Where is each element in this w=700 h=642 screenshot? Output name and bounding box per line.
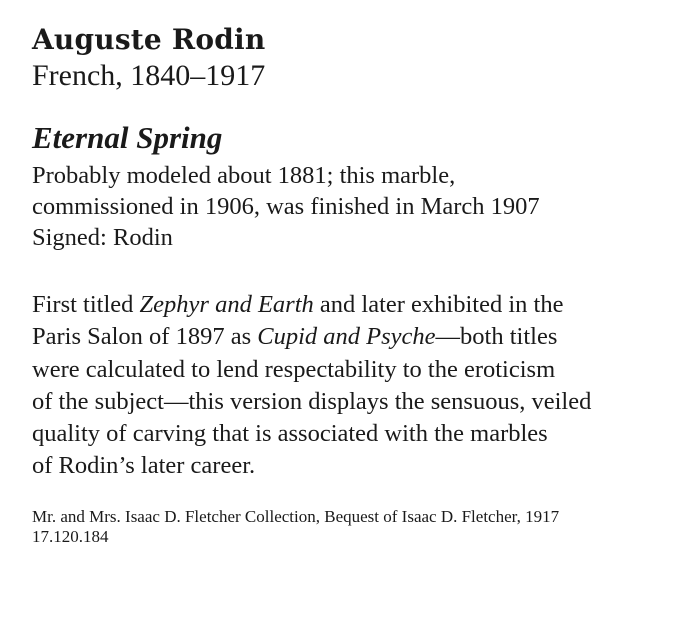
description-text: of Rodin’s later career. [32, 452, 256, 480]
description-text: and later exhibited in the [313, 291, 564, 318]
description-text: of the subject—this version displays the sensuous, veiled [32, 387, 592, 415]
work-title: Eternal Spring [32, 120, 223, 155]
credit-line: Mr. and Mrs. Isaac D. Fletcher Collection, Bequest of Isaac D. Fletcher, 1917 [32, 506, 560, 526]
description-text: First titled [32, 291, 140, 318]
italic-title-text: Cupid and Psyche [257, 323, 436, 351]
artist-name: Auguste Rodin [32, 23, 266, 56]
description-line [32, 321, 682, 353]
artist-nationality-dates: French, 1840–1917 [32, 59, 266, 92]
credit-line-block [32, 507, 682, 547]
description-line [32, 289, 682, 321]
accession-number: 17.120.184 [32, 526, 109, 546]
description-text: quality of carving that is associated with the marbles [32, 420, 548, 448]
description-text: Paris Salon of 1897 as [32, 323, 258, 351]
description-line [32, 354, 682, 386]
work-detail-line: commissioned in 1906, was finished in March 1907 [32, 193, 540, 220]
italic-title-text: Zephyr and Earth [139, 291, 314, 318]
work-details [32, 160, 682, 253]
description-line [32, 386, 682, 418]
description-text: were calculated to lend respectability to the eroticism [32, 355, 556, 383]
description-line [32, 450, 682, 482]
museum-label [32, 22, 682, 547]
signature-line: Signed: Rodin [32, 224, 173, 251]
description-text: —both titles [435, 323, 558, 351]
description-line [32, 418, 682, 450]
description-paragraph [32, 289, 682, 483]
work-detail-line: Probably modeled about 1881; this marble, [32, 162, 456, 189]
